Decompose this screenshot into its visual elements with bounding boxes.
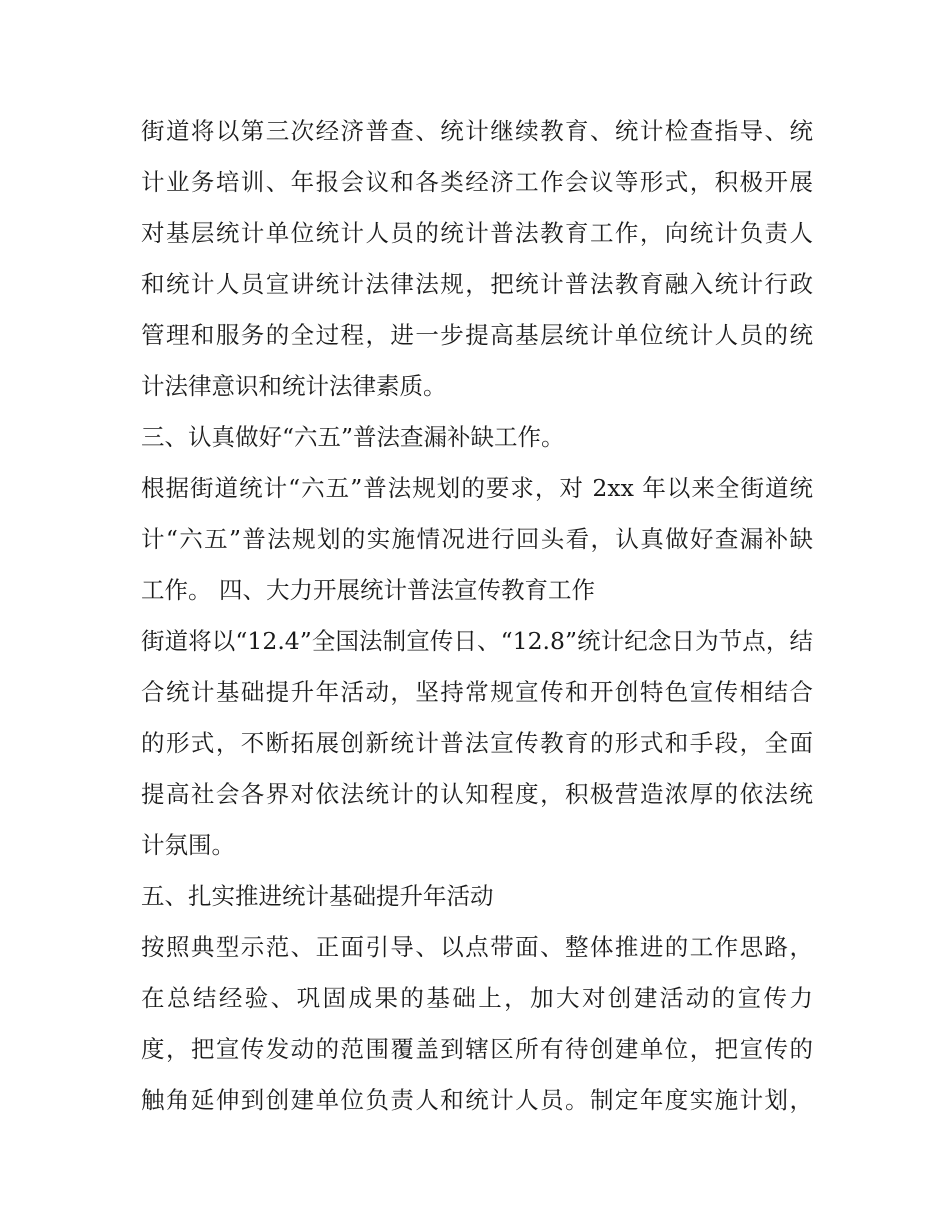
text-line: 触角延伸到创建单位负责人和统计人员。制定年度实施计划， bbox=[141, 1086, 813, 1114]
text-line: 和统计人员宣讲统计法律法规，把统计普法教育融入统计行政 bbox=[141, 270, 813, 298]
text-line: 度，把宣传发动的范围覆盖到辖区所有待创建单位，把宣传的 bbox=[141, 1035, 813, 1063]
section-heading: 工作。 四、大力开展统计普法宣传教育工作 bbox=[141, 576, 595, 604]
document-body bbox=[141, 106, 813, 1126]
text-line: 合统计基础提升年活动，坚持常规宣传和开创特色宣传相结合 bbox=[141, 678, 813, 706]
text-line: 计氛围。 bbox=[141, 831, 235, 859]
text-line: 的形式，不断拓展创新统计普法宣传教育的形式和手段，全面 bbox=[141, 729, 813, 757]
text-line: 街道将以“12.4”全国法制宣传日、“12.8”统计纪念日为节点，结 bbox=[141, 627, 813, 655]
text-line: 计法律意识和统计法律素质。 bbox=[141, 372, 447, 400]
text-line: 提高社会各界对依法统计的认知程度，积极营造浓厚的依法统 bbox=[141, 780, 813, 808]
section-heading: 三、认真做好“六五”普法查漏补缺工作。 bbox=[141, 423, 565, 451]
text-line: 根据街道统计“六五”普法规划的要求，对 2xx 年以来全街道统 bbox=[141, 474, 813, 502]
text-line: 街道将以第三次经济普查、统计继续教育、统计检查指导、统 bbox=[141, 117, 813, 145]
text-line: 管理和服务的全过程，进一步提高基层统计单位统计人员的统 bbox=[141, 321, 813, 349]
text-line: 计业务培训、年报会议和各类经济工作会议等形式，积极开展 bbox=[141, 168, 813, 196]
text-line: 按照典型示范、正面引导、以点带面、整体推进的工作思路， bbox=[141, 933, 813, 961]
text-line: 对基层统计单位统计人员的统计普法教育工作，向统计负责人 bbox=[141, 219, 813, 247]
section-heading: 五、扎实推进统计基础提升年活动 bbox=[141, 882, 494, 910]
text-line: 计“六五”普法规划的实施情况进行回头看，认真做好查漏补缺 bbox=[141, 525, 813, 553]
text-line: 在总结经验、巩固成果的基础上，加大对创建活动的宣传力 bbox=[141, 984, 813, 1012]
